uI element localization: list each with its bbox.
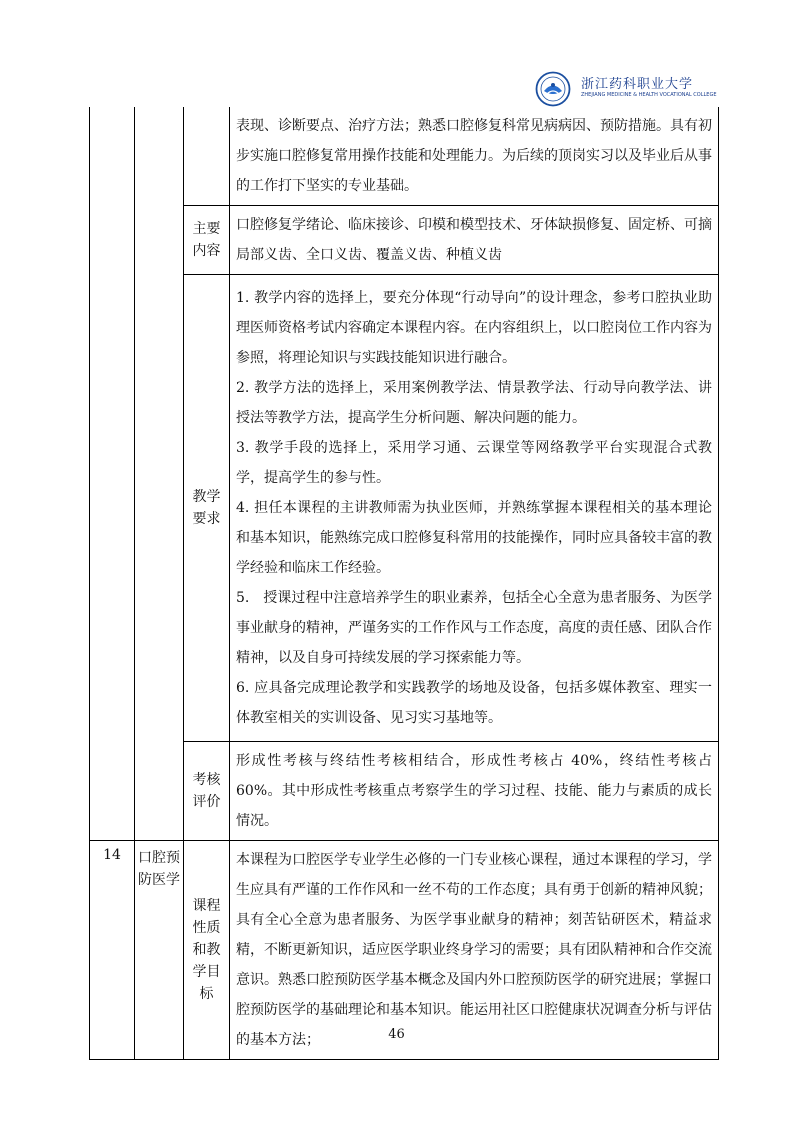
number-cell bbox=[90, 107, 135, 841]
school-logo bbox=[527, 70, 717, 108]
table-row-assessment bbox=[90, 742, 719, 841]
course-name-cell bbox=[135, 107, 184, 841]
page-number: 46 bbox=[388, 1027, 405, 1042]
school-emblem-icon bbox=[535, 71, 571, 107]
teaching-requirements-text bbox=[230, 275, 719, 742]
assessment-label: 考核评价 bbox=[184, 742, 230, 841]
requirement-paragraph-4: 4. 担任本课程的主讲教师需为执业医师，并熟练掌握本课程相关的基本理论和基本知识，能熟练完成口腔修复科常用的技能操作，同时应具备较丰富的教学经验和临床工作经验。 bbox=[236, 500, 712, 576]
main-content-text: 口腔修复学绪论、临床接诊、印模和模型技术、牙体缺损修复、固定桥、可摘局部义齿、全口义齿、覆盖义齿、种植义齿 bbox=[230, 206, 719, 275]
main-content-label: 主要内容 bbox=[184, 206, 230, 275]
goal-text-cell: 表现、诊断要点、治疗方法；熟悉口腔修复科常见病病因、预防措施。具有初步实施口腔修复常用操作技能和处理能力。为后续的顶岗实习以及毕业后从事的工作打下坚实的专业基础。 bbox=[230, 107, 719, 206]
table-row-main-content bbox=[90, 206, 719, 275]
label-cell bbox=[184, 107, 230, 206]
logo-text-chinese: 浙江药科职业大学 bbox=[581, 77, 694, 92]
requirement-paragraph-5: 5. 授课过程中注意培养学生的职业素养，包括全心全意为患者服务、为医学事业献身的精神，严谨务实的工作作风与工作态度，高度的责任感、团队合作精神，以及自身可持续发展的学习探索能力等。 bbox=[236, 590, 712, 666]
table-row-goal-continued bbox=[90, 107, 719, 206]
requirement-paragraph-2: 2. 教学方法的选择上，采用案例教学法、情景教学法、行动导向教学法、讲授法等教学方法，提高学生分析问题、解决问题的能力。 bbox=[236, 380, 712, 426]
requirement-paragraph-1: 1. 教学内容的选择上，要充分体现“行动导向”的设计理念，参考口腔执业助理医师资格考试内容确定本课程内容。在内容组织上，以口腔岗位工作内容为参照，将理论知识与实践技能知识进行融合。 bbox=[236, 290, 712, 366]
requirement-paragraph-3: 3. 教学手段的选择上，采用学习通、云课堂等网络教学平台实现混合式教学，提高学生的参与性。 bbox=[236, 440, 712, 486]
requirement-paragraph-6: 6. 应具备完成理论教学和实践教学的场地及设备，包括多媒体教室、理实一体教室相关的实训设备、见习实习基地等。 bbox=[236, 680, 712, 726]
table-row-teaching-requirements bbox=[90, 275, 719, 742]
curriculum-table bbox=[89, 107, 719, 1060]
assessment-text: 形成性考核与终结性考核相结合，形成性考核占 40%，终结性考核占 60%。其中形成性考核重点考察学生的学习过程、技能、能力与素质的成长情况。 bbox=[230, 742, 719, 841]
course-number: 14 bbox=[90, 841, 135, 1060]
course-goal-text: 本课程为口腔医学专业学生必修的一门专业核心课程，通过本课程的学习，学生应具有严谨的工作作风和一丝不苟的工作态度；具有勇于创新的精神风貌；具有全心全意为患者服务、为医学事业献身的精神；刻苦钻研医术，精益求精，不断更新知识，适应医学职业终身学习的需要；具有团队精神和合作交流意识。熟悉口腔预防医学基本概念及国内外口腔预防医学的研究进展；掌握口腔预防医学的基础理论和基本知识。能运用社区口腔健康状况调查分析与评估的基本方法； bbox=[230, 841, 719, 1060]
teaching-requirements-label: 教学要求 bbox=[184, 275, 230, 742]
logo-text-english: ZHEJIANG MEDICINE & HEALTH VOCATIONAL COLLEGE bbox=[581, 92, 717, 98]
course-goal-label: 课程性质和教学目标 bbox=[184, 841, 230, 1060]
course-name: 口腔预防医学 bbox=[135, 841, 184, 1060]
